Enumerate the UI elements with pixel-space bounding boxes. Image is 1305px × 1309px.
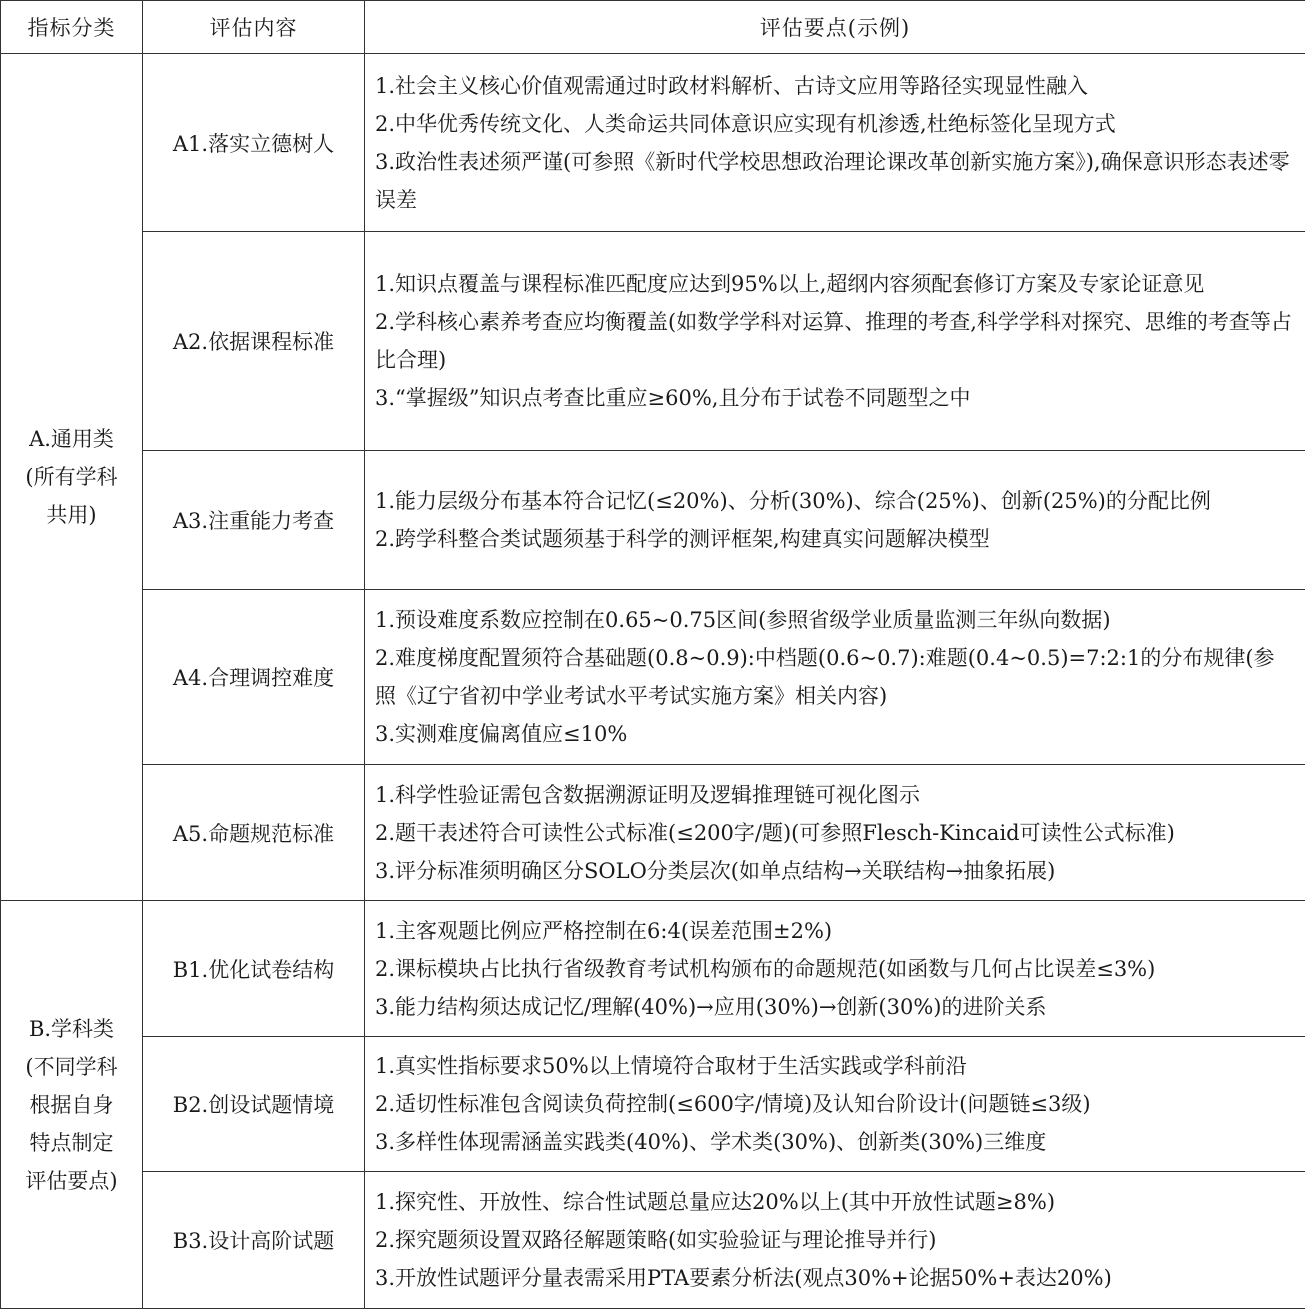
point-text: 1.主客观题比例应严格控制在6:4(误差范围±2%) (375, 912, 1295, 950)
point-text: 2.题干表述符合可读性公式标准(≤200字/题)(可参照Flesch-Kincaid可读性公式标准) (375, 814, 1295, 852)
point-text: 3.多样性体现需涵盖实践类(40%)、学术类(30%)、创新类(30%)三维度 (375, 1123, 1295, 1161)
point-text: 1.社会主义核心价值观需通过时政材料解析、古诗文应用等路径实现显性融入 (375, 67, 1295, 105)
point-text: 1.知识点覆盖与课程标准匹配度应达到95%以上,超纲内容须配套修订方案及专家论证意见 (375, 265, 1295, 303)
item-a5: A5.命题规范标准 (143, 765, 365, 901)
table-row (1, 54, 1305, 232)
point-text: 2.难度梯度配置须符合基础题(0.8~0.9):中档题(0.6~0.7):难题(0.4~0.5)=7:2:1的分布规律(参照《辽宁省初中学业考试水平考试实施方案》相关内容) (375, 639, 1295, 715)
table-row (1, 232, 1305, 451)
points-a3 (365, 451, 1305, 590)
category-line: 共用) (7, 496, 136, 534)
points-a2 (365, 232, 1305, 451)
point-text: 2.中华优秀传统文化、人类命运共同体意识应实现有机渗透,杜绝标签化呈现方式 (375, 105, 1295, 143)
point-text: 2.跨学科整合类试题须基于科学的测评框架,构建真实问题解决模型 (375, 520, 1295, 558)
point-text: 3.“掌握级”知识点考查比重应≥60%,且分布于试卷不同题型之中 (375, 379, 1295, 417)
table-row (1, 1172, 1305, 1309)
point-text: 2.探究题须设置双路径解题策略(如实验验证与理论推导并行) (375, 1221, 1295, 1259)
item-b2: B2.创设试题情境 (143, 1037, 365, 1172)
points-a4 (365, 590, 1305, 765)
point-text: 1.科学性验证需包含数据溯源证明及逻辑推理链可视化图示 (375, 776, 1295, 814)
category-line: 评估要点) (7, 1162, 136, 1200)
table-row (1, 901, 1305, 1037)
header-category: 指标分类 (1, 1, 143, 54)
table-row (1, 451, 1305, 590)
point-text: 2.课标模块占比执行省级教育考试机构颁布的命题规范(如函数与几何占比误差≤3%) (375, 950, 1295, 988)
item-a3: A3.注重能力考查 (143, 451, 365, 590)
point-text: 3.政治性表述须严谨(可参照《新时代学校思想政治理论课改革创新实施方案》),确保意识形态表述零误差 (375, 143, 1295, 219)
category-line: 特点制定 (7, 1124, 136, 1162)
points-b1 (365, 901, 1305, 1037)
item-a1: A1.落实立德树人 (143, 54, 365, 232)
point-text: 1.预设难度系数应控制在0.65~0.75区间(参照省级学业质量监测三年纵向数据) (375, 601, 1295, 639)
points-b3 (365, 1172, 1305, 1309)
points-b2 (365, 1037, 1305, 1172)
header-points: 评估要点(示例) (365, 1, 1305, 54)
item-b1: B1.优化试卷结构 (143, 901, 365, 1037)
point-text: 3.能力结构须达成记忆/理解(40%)→应用(30%)→创新(30%)的进阶关系 (375, 988, 1295, 1026)
point-text: 3.实测难度偏离值应≤10% (375, 715, 1295, 753)
table-row (1, 1037, 1305, 1172)
table-row (1, 765, 1305, 901)
item-a2: A2.依据课程标准 (143, 232, 365, 451)
point-text: 1.真实性指标要求50%以上情境符合取材于生活实践或学科前沿 (375, 1047, 1295, 1085)
table-row (1, 590, 1305, 765)
point-text: 3.评分标准须明确区分SOLO分类层次(如单点结构→关联结构→抽象拓展) (375, 852, 1295, 890)
category-line: (不同学科 (7, 1048, 136, 1086)
category-cell-general (1, 54, 143, 901)
category-cell-subject (1, 901, 143, 1309)
category-line: (所有学科 (7, 458, 136, 496)
category-line: A.通用类 (7, 420, 136, 458)
point-text: 2.学科核心素养考查应均衡覆盖(如数学学科对运算、推理的考查,科学学科对探究、思维的考查等占比合理) (375, 303, 1295, 379)
header-row (1, 1, 1305, 54)
point-text: 1.能力层级分布基本符合记忆(≤20%)、分析(30%)、综合(25%)、创新(25%)的分配比例 (375, 482, 1295, 520)
category-line: B.学科类 (7, 1010, 136, 1048)
point-text: 2.适切性标准包含阅读负荷控制(≤600字/情境)及认知台阶设计(问题链≤3级) (375, 1085, 1295, 1123)
header-content: 评估内容 (143, 1, 365, 54)
points-a1 (365, 54, 1305, 232)
point-text: 1.探究性、开放性、综合性试题总量应达20%以上(其中开放性试题≥8%) (375, 1183, 1295, 1221)
item-a4: A4.合理调控难度 (143, 590, 365, 765)
points-a5 (365, 765, 1305, 901)
item-b3: B3.设计高阶试题 (143, 1172, 365, 1309)
point-text: 3.开放性试题评分量表需采用PTA要素分析法(观点30%+论据50%+表达20%) (375, 1259, 1295, 1297)
category-line: 根据自身 (7, 1086, 136, 1124)
